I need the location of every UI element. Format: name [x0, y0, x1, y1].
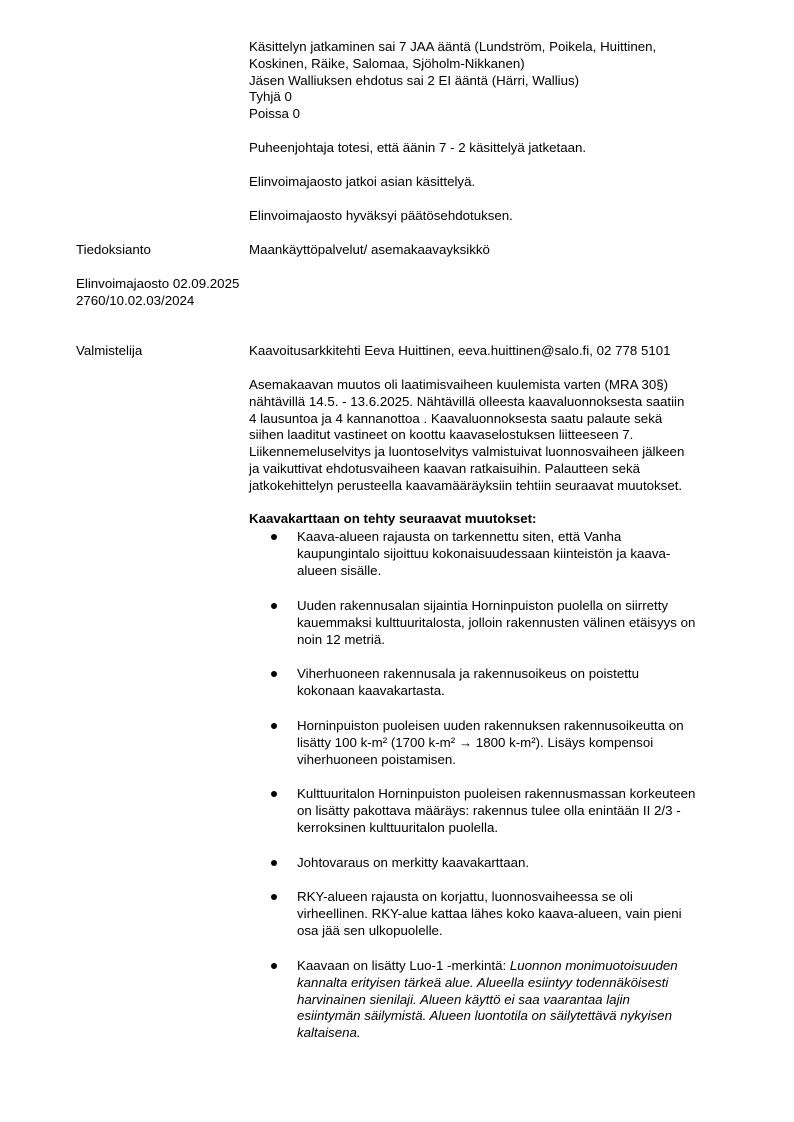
luo1-definition: harvinainen sienilaji. Alueen käyttö ei saa vaarantaa lajin [297, 991, 630, 1007]
change-line [297, 992, 742, 1009]
bullet-marker [271, 958, 279, 969]
vote-line: Poissa 0 [249, 106, 300, 122]
intro-line: nähtävillä 14.5. - 13.6.2025. Nähtävillä olleesta kaavaluonnoksesta saatiin [249, 393, 685, 409]
vote-line: Jäsen Walliuksen ehdotus sai 2 EI ääntä (Härri, Wallius) [249, 72, 580, 88]
bullet-marker [271, 718, 279, 729]
change-line [297, 958, 742, 975]
change-item [297, 855, 742, 872]
intro-line: Asemakaavan muutos oli laatimisvaiheen kuulemista varten (MRA 30§) [249, 377, 669, 392]
changes-heading: Kaavakarttaan on tehty seuraavat muutokset: [249, 511, 537, 526]
change-line: Viherhuoneen rakennusala ja rakennusoikeus on poistettu [297, 666, 640, 681]
intro-paragraph [249, 377, 744, 495]
continued-statement: Elinvoimajaosto jatkoi asian käsittelyä. [249, 174, 476, 189]
change-line: alueen sisälle. [297, 562, 382, 578]
preparer-value: Kaavoitusarkkitehti Eeva Huittinen, eeva.huittinen@salo.fi, 02 778 5101 [249, 343, 671, 358]
bullet-marker [271, 529, 279, 540]
approved-statement: Elinvoimajaosto hyväksyi päätösehdotuksen. [249, 208, 513, 223]
luo1-definition: esiintymän säilymistä. Alueen luontotila on säilytettävä nykyisen [297, 1008, 672, 1024]
vote-results [249, 39, 744, 123]
vote-line: Tyhjä 0 [249, 89, 292, 105]
change-item-luo1 [297, 958, 742, 1042]
case-number: 2760/10.02.03/2024 [76, 292, 195, 308]
change-line: Kulttuuritalon Horninpuiston puoleisen rakennusmassan korkeuteen [297, 786, 696, 801]
change-line: kokonaan kaavakartasta. [297, 682, 445, 698]
bullet-marker [271, 786, 279, 797]
preparer-label: Valmistelija [76, 343, 143, 358]
luo1-definition: kaltaisena. [297, 1025, 361, 1041]
intro-line: 4 lausuntoa ja 4 kannanottoa . Kaavaluonnoksesta saatu palaute sekä [249, 410, 663, 426]
intro-line: siihen laaditut vastineet on koottu kaavaselostuksen liitteeseen 7. [249, 427, 634, 443]
info-label: Tiedoksianto [76, 242, 151, 257]
intro-line: Liikennemeluselvitys ja luontoselvitys valmistuivat luonnosvaiheen jälkeen [249, 444, 685, 460]
bullet-marker [271, 889, 279, 900]
change-line: Horninpuiston puoleisen uuden rakennuksen rakennusoikeutta on [297, 718, 684, 733]
change-line: noin 12 metriä. [297, 631, 385, 647]
change-line: RKY-alueen rajausta on korjattu, luonnosvaiheessa se oli [297, 889, 633, 904]
change-item [297, 718, 742, 768]
change-line: kaupungintalo sijoittuu kokonaisuudessaan kiinteistön ja kaava- [297, 545, 671, 561]
luo1-definition: kannalta erityisen tärkeä alue. Alueella esiintyy todennäköisesti [297, 974, 669, 990]
change-line: virheellinen. RKY-alue kattaa lähes koko kaava-alueen, vain pieni [297, 905, 682, 921]
chair-statement: Puheenjohtaja totesi, että äänin 7 - 2 käsittelyä jatketaan. [249, 140, 587, 155]
change-line: viherhuoneen poistamisen. [297, 751, 456, 767]
luo1-prefix: Kaavaan on lisätty Luo-1 -merkintä: [297, 958, 510, 973]
change-line: osa jää sen ulkopuolelle. [297, 922, 443, 938]
change-line: Johtovaraus on merkitty kaavakarttaan. [297, 855, 530, 870]
intro-line: jatkokehittelyn perusteella kaavamääräyksiin tehtiin seuraavat muutokset. [249, 477, 683, 493]
change-item [297, 598, 742, 648]
change-line: Uuden rakennusalan sijaintia Horninpuiston puolella on siirretty [297, 598, 669, 613]
vote-line: Käsittelyn jatkaminen sai 7 JAA ääntä (Lundström, Poikela, Huittinen, [249, 39, 657, 54]
change-line [297, 1008, 742, 1025]
bullet-marker [271, 855, 279, 866]
luo1-definition: Luonnon monimuotoisuuden [509, 958, 678, 973]
change-item [297, 666, 742, 700]
bullet-marker [271, 598, 279, 609]
info-value: Maankäyttöpalvelut/ asemakaavayksikkö [249, 242, 490, 257]
change-line: on lisätty pakottava määräys: rakennus tulee olla enintään II 2/3 - [297, 802, 681, 818]
change-line: kauemmaksi kulttuuritalosta, jolloin rakennusten välinen etäisyys on [297, 614, 696, 630]
change-item [297, 889, 742, 939]
change-item [297, 786, 742, 836]
change-line: kerroksinen kulttuuritalon puolella. [297, 819, 499, 835]
change-line: Kaava-alueen rajausta on tarkennettu siten, että Vanha [297, 529, 622, 544]
change-line [297, 1025, 742, 1042]
vote-line: Koskinen, Räike, Salomaa, Sjöholm-Nikkanen) [249, 55, 525, 71]
intro-line: ja vaikuttivat ehdotusvaiheen kaavan ratkaisuihin. Palautteen sekä [249, 460, 641, 476]
change-line [297, 975, 742, 992]
meeting-date: Elinvoimajaosto 02.09.2025 [76, 276, 240, 291]
meeting-reference [76, 276, 239, 310]
bullet-marker [271, 666, 279, 677]
change-item [297, 529, 742, 579]
change-line: lisätty 100 k-m² (1700 k-m² → 1800 k-m²). Lisäys kompensoi [297, 734, 654, 750]
